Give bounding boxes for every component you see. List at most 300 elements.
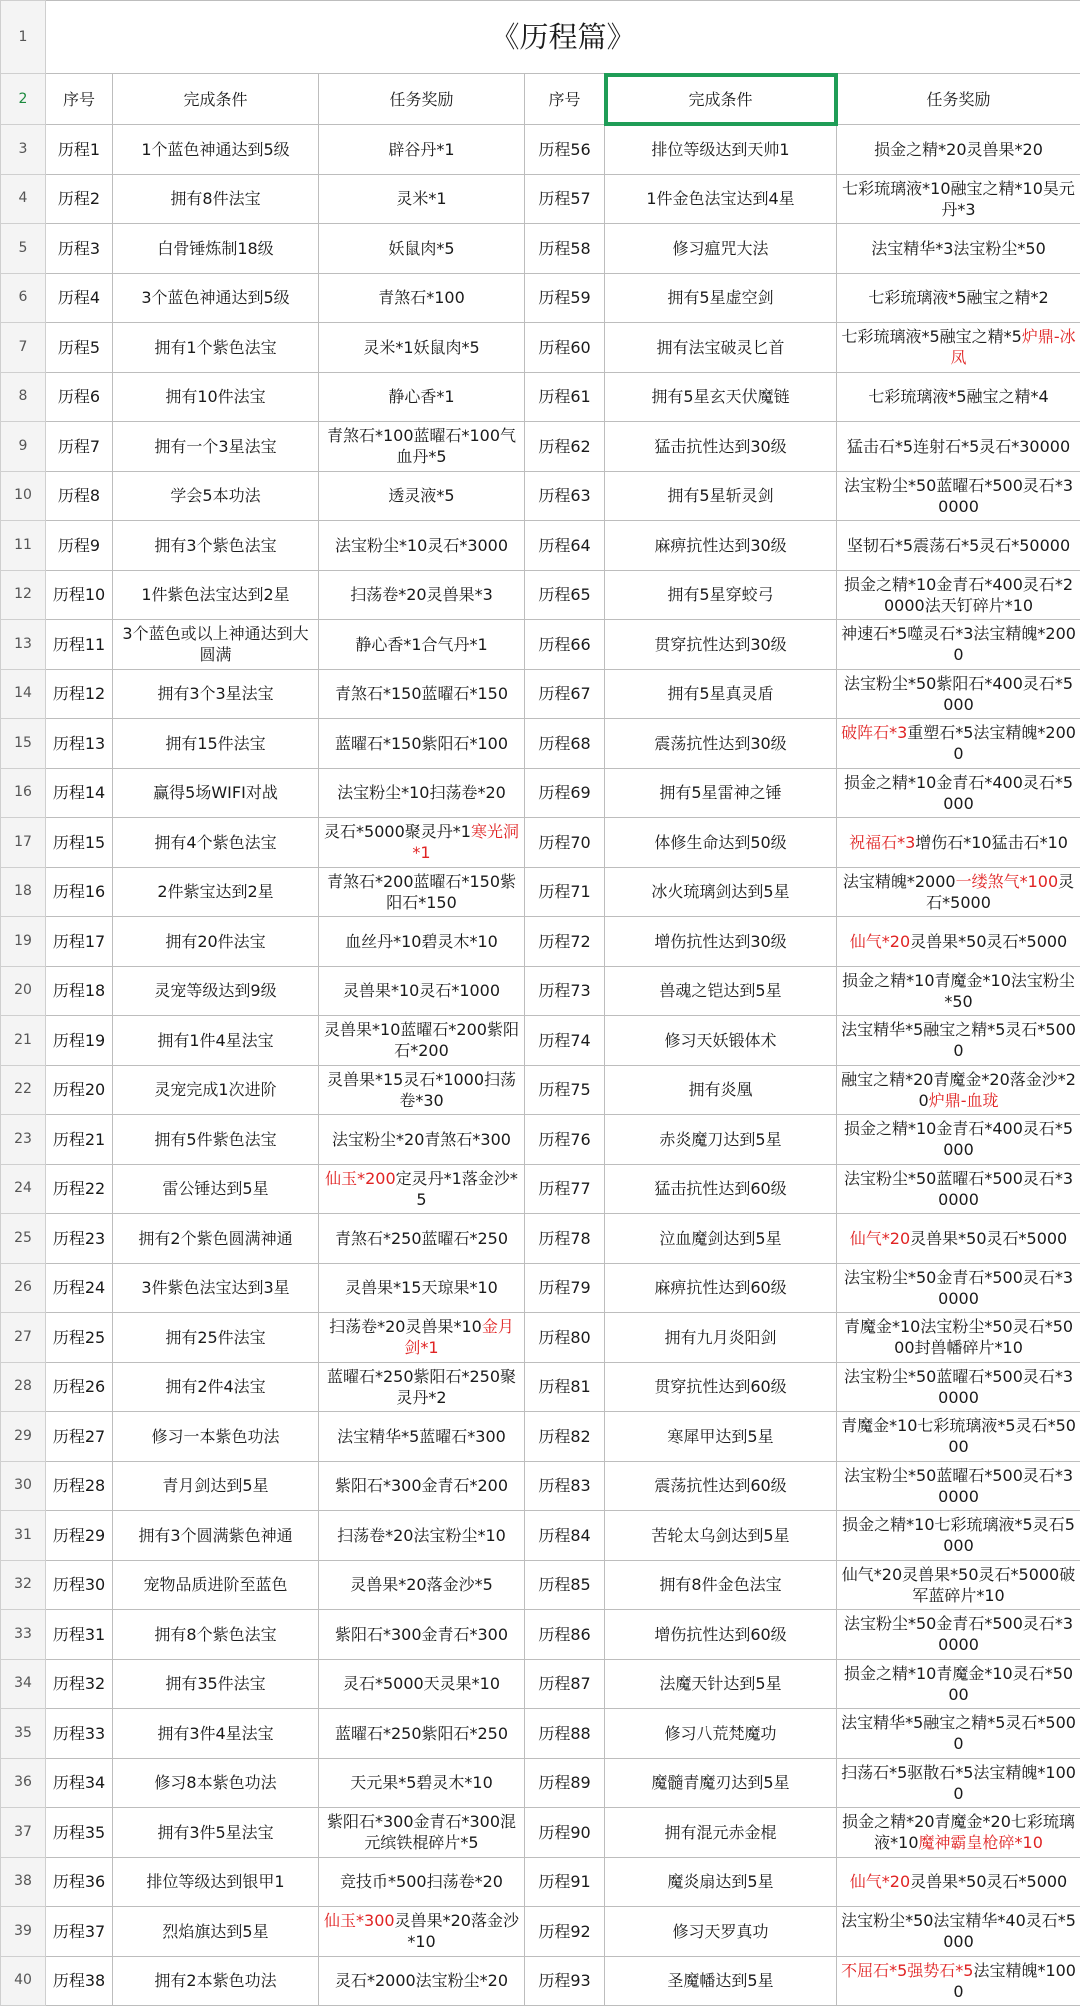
- reward-segment: 灵兽果*50灵石*5000: [910, 932, 1067, 951]
- row-number[interactable]: 13: [1, 620, 46, 670]
- row-number[interactable]: 35: [1, 1709, 46, 1759]
- reward-left[interactable]: [319, 372, 525, 422]
- condition-left[interactable]: 宠物品质进阶至蓝色: [113, 1560, 319, 1610]
- seq-left[interactable]: 历程1: [46, 125, 113, 175]
- seq-right[interactable]: 历程79: [525, 1263, 605, 1313]
- condition-right[interactable]: 拥有法宝破灵匕首: [605, 323, 837, 373]
- condition-left[interactable]: 3个蓝色神通达到5级: [113, 273, 319, 323]
- row-number[interactable]: 40: [1, 1956, 46, 2006]
- table-row: [1, 1758, 1080, 1808]
- seq-left[interactable]: 历程16: [46, 867, 113, 917]
- header-condition-left[interactable]: 完成条件: [113, 74, 319, 125]
- condition-left[interactable]: 修习8本紫色功法: [113, 1758, 319, 1808]
- seq-right[interactable]: 历程81: [525, 1362, 605, 1412]
- reward-left[interactable]: [319, 273, 525, 323]
- seq-right[interactable]: 历程85: [525, 1560, 605, 1610]
- reward-segment-highlight: 炉鼎-血珑: [929, 1091, 999, 1110]
- row-number[interactable]: 23: [1, 1115, 46, 1165]
- reward-right[interactable]: [837, 521, 1080, 571]
- seq-right[interactable]: 历程87: [525, 1659, 605, 1709]
- reward-right[interactable]: [837, 719, 1080, 769]
- row-number[interactable]: 38: [1, 1857, 46, 1907]
- row-number[interactable]: 4: [1, 174, 46, 224]
- row-number[interactable]: 29: [1, 1412, 46, 1462]
- row-number[interactable]: 21: [1, 1016, 46, 1066]
- reward-segment: 扫荡石*5驱散石*5法宝精魄*1000: [841, 1763, 1076, 1803]
- reward-left[interactable]: [319, 1560, 525, 1610]
- seq-left[interactable]: 历程11: [46, 620, 113, 670]
- reward-left[interactable]: [319, 620, 525, 670]
- seq-right[interactable]: 历程71: [525, 867, 605, 917]
- reward-right[interactable]: [837, 1610, 1080, 1660]
- seq-left[interactable]: 历程24: [46, 1263, 113, 1313]
- reward-left[interactable]: [319, 867, 525, 917]
- reward-right[interactable]: [837, 867, 1080, 917]
- reward-left[interactable]: [319, 1313, 525, 1363]
- seq-right[interactable]: 历程57: [525, 174, 605, 224]
- seq-right[interactable]: 历程88: [525, 1709, 605, 1759]
- reward-right[interactable]: [837, 174, 1080, 224]
- condition-right[interactable]: 贯穿抗性达到60级: [605, 1362, 837, 1412]
- row-number[interactable]: 25: [1, 1214, 46, 1264]
- reward-left[interactable]: [319, 224, 525, 274]
- reward-left[interactable]: [319, 521, 525, 571]
- reward-left[interactable]: [319, 1164, 525, 1214]
- condition-left[interactable]: 烈焰旗达到5星: [113, 1907, 319, 1957]
- seq-right[interactable]: 历程62: [525, 422, 605, 472]
- reward-left[interactable]: [319, 1610, 525, 1660]
- seq-left[interactable]: 历程37: [46, 1907, 113, 1957]
- condition-left[interactable]: 拥有8件法宝: [113, 174, 319, 224]
- seq-right[interactable]: 历程61: [525, 372, 605, 422]
- condition-left[interactable]: 拥有3个3星法宝: [113, 669, 319, 719]
- reward-left[interactable]: [319, 1016, 525, 1066]
- row-number[interactable]: 10: [1, 471, 46, 521]
- seq-right[interactable]: 历程91: [525, 1857, 605, 1907]
- reward-right[interactable]: [837, 768, 1080, 818]
- condition-right[interactable]: 魔髓青魔刃达到5星: [605, 1758, 837, 1808]
- seq-right[interactable]: 历程77: [525, 1164, 605, 1214]
- reward-right[interactable]: [837, 1907, 1080, 1957]
- condition-left[interactable]: 拥有2个紫色圆满神通: [113, 1214, 319, 1264]
- row-number[interactable]: 24: [1, 1164, 46, 1214]
- reward-left[interactable]: [319, 1907, 525, 1957]
- seq-left[interactable]: 历程10: [46, 570, 113, 620]
- reward-right[interactable]: [837, 224, 1080, 274]
- condition-right[interactable]: 圣魔幡达到5星: [605, 1956, 837, 2006]
- seq-right[interactable]: 历程60: [525, 323, 605, 373]
- row-number[interactable]: 8: [1, 372, 46, 422]
- reward-segment: 猛击石*5连射石*5灵石*30000: [847, 437, 1070, 456]
- reward-right[interactable]: [837, 273, 1080, 323]
- row-number[interactable]: 11: [1, 521, 46, 571]
- condition-right[interactable]: 兽魂之铠达到5星: [605, 966, 837, 1016]
- row-number[interactable]: 37: [1, 1808, 46, 1858]
- reward-right[interactable]: [837, 1065, 1080, 1115]
- seq-right[interactable]: 历程80: [525, 1313, 605, 1363]
- seq-right[interactable]: 历程75: [525, 1065, 605, 1115]
- reward-right[interactable]: [837, 966, 1080, 1016]
- row-number[interactable]: 22: [1, 1065, 46, 1115]
- condition-left[interactable]: 1个蓝色神通达到5级: [113, 125, 319, 175]
- reward-segment: 重塑石*5法宝精魄*2000: [907, 723, 1076, 763]
- row-number[interactable]: 2: [1, 74, 46, 125]
- row-number[interactable]: 36: [1, 1758, 46, 1808]
- condition-right[interactable]: 拥有5星穿蛟弓: [605, 570, 837, 620]
- seq-left[interactable]: 历程25: [46, 1313, 113, 1363]
- reward-right[interactable]: [837, 917, 1080, 967]
- reward-right[interactable]: [837, 1709, 1080, 1759]
- condition-left[interactable]: 拥有10件法宝: [113, 372, 319, 422]
- seq-right[interactable]: 历程74: [525, 1016, 605, 1066]
- condition-left[interactable]: 3件紫色法宝达到3星: [113, 1263, 319, 1313]
- condition-left[interactable]: 白骨锤炼制18级: [113, 224, 319, 274]
- reward-left[interactable]: [319, 1461, 525, 1511]
- condition-right[interactable]: 排位等级达到天帅1: [605, 125, 837, 175]
- table-row: [1, 521, 1080, 571]
- reward-right[interactable]: [837, 1956, 1080, 2006]
- condition-right[interactable]: 震荡抗性达到60级: [605, 1461, 837, 1511]
- header-seq-left[interactable]: 序号: [46, 74, 113, 125]
- condition-right[interactable]: 寒犀甲达到5星: [605, 1412, 837, 1462]
- reward-right[interactable]: [837, 372, 1080, 422]
- reward-right[interactable]: [837, 1263, 1080, 1313]
- seq-right[interactable]: 历程66: [525, 620, 605, 670]
- condition-right[interactable]: 震荡抗性达到30级: [605, 719, 837, 769]
- row-number[interactable]: 18: [1, 867, 46, 917]
- condition-right[interactable]: 拥有炎凰: [605, 1065, 837, 1115]
- condition-right[interactable]: 拥有混元赤金棍: [605, 1808, 837, 1858]
- condition-left[interactable]: 赢得5场WIFI对战: [113, 768, 319, 818]
- condition-right[interactable]: 麻痹抗性达到60级: [605, 1263, 837, 1313]
- seq-left[interactable]: 历程23: [46, 1214, 113, 1264]
- row-number[interactable]: 34: [1, 1659, 46, 1709]
- seq-left[interactable]: 历程34: [46, 1758, 113, 1808]
- seq-left[interactable]: 历程19: [46, 1016, 113, 1066]
- reward-segment: 青煞石*200蓝曜石*150紫阳石*150: [327, 872, 516, 912]
- reward-segment: 静心香*1合气丹*1: [355, 635, 487, 654]
- condition-right[interactable]: 赤炎魔刀达到5星: [605, 1115, 837, 1165]
- condition-right[interactable]: 魔炎扇达到5星: [605, 1857, 837, 1907]
- condition-left[interactable]: 拥有一个3星法宝: [113, 422, 319, 472]
- reward-right[interactable]: [837, 1313, 1080, 1363]
- reward-left[interactable]: [319, 1214, 525, 1264]
- reward-right[interactable]: [837, 1511, 1080, 1561]
- seq-left[interactable]: 历程22: [46, 1164, 113, 1214]
- condition-left[interactable]: 拥有5件紫色法宝: [113, 1115, 319, 1165]
- header-reward-right[interactable]: 任务奖励: [837, 74, 1080, 125]
- condition-left[interactable]: 拥有1件4星法宝: [113, 1016, 319, 1066]
- seq-left[interactable]: 历程32: [46, 1659, 113, 1709]
- reward-left[interactable]: [319, 1709, 525, 1759]
- condition-left[interactable]: 拥有1个紫色法宝: [113, 323, 319, 373]
- reward-left[interactable]: [319, 422, 525, 472]
- condition-left[interactable]: 拥有35件法宝: [113, 1659, 319, 1709]
- seq-right[interactable]: 历程82: [525, 1412, 605, 1462]
- row-number[interactable]: 30: [1, 1461, 46, 1511]
- seq-left[interactable]: 历程7: [46, 422, 113, 472]
- seq-left[interactable]: 历程28: [46, 1461, 113, 1511]
- reward-right[interactable]: [837, 1857, 1080, 1907]
- condition-left[interactable]: 灵宠等级达到9级: [113, 966, 319, 1016]
- seq-left[interactable]: 历程9: [46, 521, 113, 571]
- reward-left[interactable]: [319, 1808, 525, 1858]
- reward-segment: 灵石*5000聚灵丹*1: [324, 822, 471, 841]
- seq-left[interactable]: 历程33: [46, 1709, 113, 1759]
- row-number[interactable]: 17: [1, 818, 46, 868]
- reward-left[interactable]: [319, 1065, 525, 1115]
- reward-segment: 法宝精华*5融宝之精*5灵石*5000: [841, 1020, 1076, 1060]
- condition-right[interactable]: 冰火琉璃剑达到5星: [605, 867, 837, 917]
- condition-left[interactable]: 拥有3件4星法宝: [113, 1709, 319, 1759]
- condition-left[interactable]: 拥有3个圆满紫色神通: [113, 1511, 319, 1561]
- reward-segment: 损金之精*10青魔金*10灵石*5000: [844, 1664, 1073, 1704]
- seq-right[interactable]: 历程84: [525, 1511, 605, 1561]
- row-number[interactable]: 5: [1, 224, 46, 274]
- condition-left[interactable]: 灵宠完成1次进阶: [113, 1065, 319, 1115]
- reward-left[interactable]: [319, 1511, 525, 1561]
- condition-right[interactable]: 法魔天针达到5星: [605, 1659, 837, 1709]
- reward-segment: 法宝粉尘*50金青石*500灵石*30000: [844, 1268, 1073, 1308]
- reward-left[interactable]: [319, 1362, 525, 1412]
- reward-segment: 神速石*5噬灵石*3法宝精魄*2000: [841, 624, 1076, 664]
- condition-right[interactable]: 体修生命达到50级: [605, 818, 837, 868]
- condition-right[interactable]: 泣血魔剑达到5星: [605, 1214, 837, 1264]
- reward-segment-highlight: 魔神霸皇枪碎*10: [919, 1833, 1043, 1852]
- table-row: [1, 1560, 1080, 1610]
- condition-left[interactable]: 拥有15件法宝: [113, 719, 319, 769]
- reward-left[interactable]: [319, 966, 525, 1016]
- seq-left[interactable]: 历程18: [46, 966, 113, 1016]
- row-number[interactable]: 6: [1, 273, 46, 323]
- header-reward-left[interactable]: 任务奖励: [319, 74, 525, 125]
- seq-left[interactable]: 历程15: [46, 818, 113, 868]
- seq-left[interactable]: 历程17: [46, 917, 113, 967]
- condition-right[interactable]: 1件金色法宝达到4星: [605, 174, 837, 224]
- reward-right[interactable]: [837, 620, 1080, 670]
- condition-right[interactable]: 修习八荒梵魔功: [605, 1709, 837, 1759]
- seq-right[interactable]: 历程65: [525, 570, 605, 620]
- seq-right[interactable]: 历程86: [525, 1610, 605, 1660]
- seq-left[interactable]: 历程2: [46, 174, 113, 224]
- condition-right[interactable]: 增伤抗性达到60级: [605, 1610, 837, 1660]
- seq-left[interactable]: 历程20: [46, 1065, 113, 1115]
- condition-left[interactable]: 青月剑达到5星: [113, 1461, 319, 1511]
- condition-right[interactable]: 猛击抗性达到30级: [605, 422, 837, 472]
- condition-right[interactable]: 增伤抗性达到30级: [605, 917, 837, 967]
- reward-right[interactable]: [837, 1808, 1080, 1858]
- reward-right[interactable]: [837, 669, 1080, 719]
- row-number[interactable]: 3: [1, 125, 46, 175]
- seq-right[interactable]: 历程73: [525, 966, 605, 1016]
- seq-right[interactable]: 历程70: [525, 818, 605, 868]
- seq-right[interactable]: 历程58: [525, 224, 605, 274]
- seq-right[interactable]: 历程63: [525, 471, 605, 521]
- condition-right[interactable]: 拥有8件金色法宝: [605, 1560, 837, 1610]
- reward-right[interactable]: [837, 1164, 1080, 1214]
- reward-right[interactable]: [837, 1412, 1080, 1462]
- condition-left[interactable]: 拥有3个紫色法宝: [113, 521, 319, 571]
- reward-left[interactable]: [319, 1857, 525, 1907]
- row-number[interactable]: 12: [1, 570, 46, 620]
- header-seq-right[interactable]: 序号: [525, 74, 605, 125]
- seq-left[interactable]: 历程27: [46, 1412, 113, 1462]
- seq-left[interactable]: 历程12: [46, 669, 113, 719]
- row-number[interactable]: 28: [1, 1362, 46, 1412]
- seq-left[interactable]: 历程6: [46, 372, 113, 422]
- reward-left[interactable]: [319, 174, 525, 224]
- reward-left[interactable]: [319, 570, 525, 620]
- seq-right[interactable]: 历程69: [525, 768, 605, 818]
- reward-right[interactable]: [837, 422, 1080, 472]
- reward-segment: 灵石*5000天灵果*10: [343, 1674, 500, 1693]
- seq-right[interactable]: 历程90: [525, 1808, 605, 1858]
- condition-right[interactable]: 拥有5星斩灵剑: [605, 471, 837, 521]
- reward-left[interactable]: [319, 669, 525, 719]
- seq-left[interactable]: 历程29: [46, 1511, 113, 1561]
- condition-right[interactable]: 猛击抗性达到60级: [605, 1164, 837, 1214]
- header-condition-right-selected-cell[interactable]: 完成条件: [605, 74, 837, 125]
- seq-right[interactable]: 历程89: [525, 1758, 605, 1808]
- row-number[interactable]: 39: [1, 1907, 46, 1957]
- row-number[interactable]: 32: [1, 1560, 46, 1610]
- table-row: [1, 1511, 1080, 1561]
- seq-left[interactable]: 历程3: [46, 224, 113, 274]
- reward-right[interactable]: [837, 471, 1080, 521]
- reward-right[interactable]: [837, 818, 1080, 868]
- seq-right[interactable]: 历程78: [525, 1214, 605, 1264]
- row-number[interactable]: 14: [1, 669, 46, 719]
- seq-left[interactable]: 历程31: [46, 1610, 113, 1660]
- reward-right[interactable]: [837, 323, 1080, 373]
- condition-left[interactable]: 拥有20件法宝: [113, 917, 319, 967]
- condition-left[interactable]: 雷公锤达到5星: [113, 1164, 319, 1214]
- reward-left[interactable]: [319, 125, 525, 175]
- seq-left[interactable]: 历程13: [46, 719, 113, 769]
- row-number[interactable]: 7: [1, 323, 46, 373]
- condition-right[interactable]: 拥有九月炎阳剑: [605, 1313, 837, 1363]
- reward-left[interactable]: [319, 323, 525, 373]
- seq-right[interactable]: 历程59: [525, 273, 605, 323]
- reward-right[interactable]: [837, 1362, 1080, 1412]
- seq-left[interactable]: 历程4: [46, 273, 113, 323]
- seq-right[interactable]: 历程92: [525, 1907, 605, 1957]
- row-number[interactable]: 1: [1, 1, 46, 74]
- condition-left[interactable]: 学会5本功法: [113, 471, 319, 521]
- table-row: [1, 1907, 1080, 1957]
- reward-segment: 损金之精*10青魔金*10法宝粉尘*50: [842, 971, 1075, 1011]
- reward-right[interactable]: [837, 1659, 1080, 1709]
- row-number[interactable]: 31: [1, 1511, 46, 1561]
- condition-left[interactable]: 拥有2件4法宝: [113, 1362, 319, 1412]
- condition-right[interactable]: 麻痹抗性达到30级: [605, 521, 837, 571]
- table-row: [1, 125, 1080, 175]
- table-row: [1, 323, 1080, 373]
- table-row: [1, 768, 1080, 818]
- reward-right[interactable]: [837, 1016, 1080, 1066]
- seq-right[interactable]: 历程67: [525, 669, 605, 719]
- row-number[interactable]: 27: [1, 1313, 46, 1363]
- reward-right[interactable]: [837, 1758, 1080, 1808]
- reward-left[interactable]: [319, 1659, 525, 1709]
- condition-left[interactable]: 排位等级达到银甲1: [113, 1857, 319, 1907]
- reward-left[interactable]: [319, 471, 525, 521]
- condition-right[interactable]: 贯穿抗性达到30级: [605, 620, 837, 670]
- condition-right[interactable]: 拥有5星真灵盾: [605, 669, 837, 719]
- seq-right[interactable]: 历程83: [525, 1461, 605, 1511]
- condition-left[interactable]: 拥有25件法宝: [113, 1313, 319, 1363]
- seq-left[interactable]: 历程5: [46, 323, 113, 373]
- row-number[interactable]: 19: [1, 917, 46, 967]
- condition-right[interactable]: 苦轮太乌剑达到5星: [605, 1511, 837, 1561]
- reward-right[interactable]: [837, 570, 1080, 620]
- condition-left[interactable]: 修习一本紫色功法: [113, 1412, 319, 1462]
- reward-left[interactable]: [319, 719, 525, 769]
- condition-right[interactable]: 修习瘟咒大法: [605, 224, 837, 274]
- reward-right[interactable]: [837, 1560, 1080, 1610]
- condition-left[interactable]: 拥有2本紫色功法: [113, 1956, 319, 2006]
- seq-left[interactable]: 历程36: [46, 1857, 113, 1907]
- condition-left[interactable]: 拥有8个紫色法宝: [113, 1610, 319, 1660]
- reward-left[interactable]: [319, 1115, 525, 1165]
- seq-right[interactable]: 历程68: [525, 719, 605, 769]
- row-number[interactable]: 15: [1, 719, 46, 769]
- reward-segment: 妖鼠肉*5: [388, 239, 454, 258]
- condition-right[interactable]: 修习天罗真功: [605, 1907, 837, 1957]
- condition-left[interactable]: 拥有4个紫色法宝: [113, 818, 319, 868]
- reward-left[interactable]: [319, 1412, 525, 1462]
- reward-right[interactable]: [837, 1214, 1080, 1264]
- seq-right[interactable]: 历程72: [525, 917, 605, 967]
- reward-segment: 法宝精魄*2000: [843, 872, 956, 891]
- row-number[interactable]: 9: [1, 422, 46, 472]
- reward-left[interactable]: [319, 917, 525, 967]
- reward-left[interactable]: [319, 768, 525, 818]
- row-number[interactable]: 20: [1, 966, 46, 1016]
- row-number[interactable]: 26: [1, 1263, 46, 1313]
- reward-right[interactable]: [837, 1461, 1080, 1511]
- reward-right[interactable]: [837, 1115, 1080, 1165]
- row-number[interactable]: 33: [1, 1610, 46, 1660]
- seq-left[interactable]: 历程8: [46, 471, 113, 521]
- condition-right[interactable]: 拥有5星虚空剑: [605, 273, 837, 323]
- reward-left[interactable]: [319, 1263, 525, 1313]
- condition-left[interactable]: 2件紫宝达到2星: [113, 867, 319, 917]
- condition-left[interactable]: 1件紫色法宝达到2星: [113, 570, 319, 620]
- reward-right[interactable]: [837, 125, 1080, 175]
- seq-right[interactable]: 历程56: [525, 125, 605, 175]
- seq-right[interactable]: 历程93: [525, 1956, 605, 2006]
- seq-right[interactable]: 历程64: [525, 521, 605, 571]
- condition-right[interactable]: 修习天妖锻体术: [605, 1016, 837, 1066]
- seq-left[interactable]: 历程21: [46, 1115, 113, 1165]
- seq-left[interactable]: 历程26: [46, 1362, 113, 1412]
- condition-right[interactable]: 拥有5星雷神之锤: [605, 768, 837, 818]
- seq-left[interactable]: 历程38: [46, 1956, 113, 2006]
- seq-left[interactable]: 历程14: [46, 768, 113, 818]
- sheet-title[interactable]: 《历程篇》: [46, 1, 1080, 74]
- condition-right[interactable]: 拥有5星玄天伏魔链: [605, 372, 837, 422]
- seq-right[interactable]: 历程76: [525, 1115, 605, 1165]
- reward-left[interactable]: [319, 1956, 525, 2006]
- reward-left[interactable]: [319, 1758, 525, 1808]
- reward-left[interactable]: [319, 818, 525, 868]
- seq-left[interactable]: 历程30: [46, 1560, 113, 1610]
- seq-left[interactable]: 历程35: [46, 1808, 113, 1858]
- row-number[interactable]: 16: [1, 768, 46, 818]
- condition-left[interactable]: 3个蓝色或以上神通达到大圆满: [113, 620, 319, 670]
- condition-left[interactable]: 拥有3件5星法宝: [113, 1808, 319, 1858]
